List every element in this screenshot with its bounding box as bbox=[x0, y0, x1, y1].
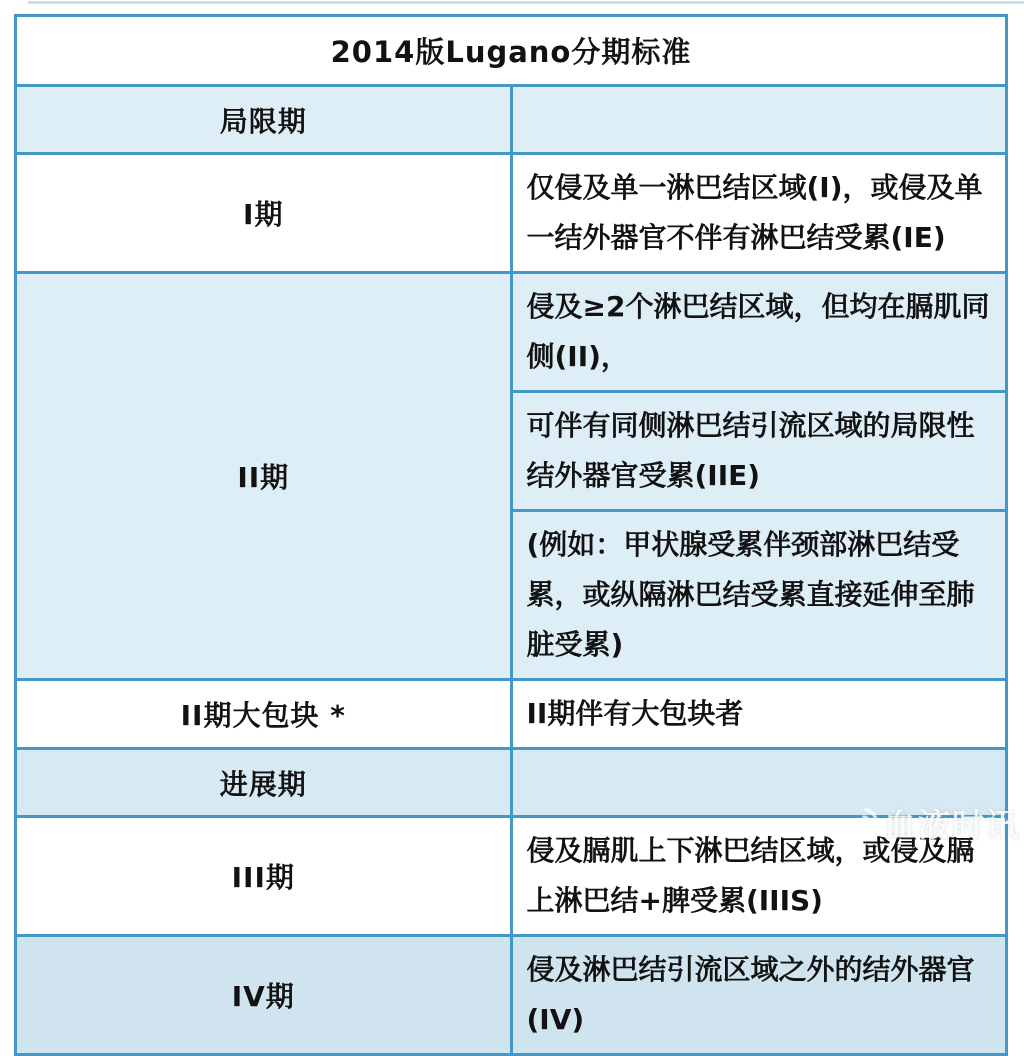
table-title-row bbox=[16, 16, 1007, 86]
stage-desc-2-part2: 可伴有同侧淋巴结引流区域的局限性结外器官受累(IIE) bbox=[511, 392, 1007, 511]
stage-label-2-bulky: II期大包块 * bbox=[16, 680, 512, 749]
table-title: 2014版Lugano分期标准 bbox=[16, 16, 1007, 86]
row-limited-stage bbox=[16, 86, 1007, 154]
row-stage-1 bbox=[16, 154, 1007, 273]
stage-label-2: II期 bbox=[16, 273, 512, 680]
stage-desc-2-example: (例如：甲状腺受累伴颈部淋巴结受累，或纵隔淋巴结受累直接延伸至肺脏受累) bbox=[511, 511, 1007, 680]
row-stage-2-part1 bbox=[16, 273, 1007, 392]
stage-label-advanced: 进展期 bbox=[16, 749, 512, 817]
cropped-previous-content-line bbox=[28, 1, 1024, 4]
row-stage-2-bulky bbox=[16, 680, 1007, 749]
watermark-text: 血液时讯 bbox=[883, 806, 1020, 844]
stage-desc-1: 仅侵及单一淋巴结区域(I)，或侵及单一结外器官不伴有淋巴结受累(IE) bbox=[511, 154, 1007, 273]
stage-desc-3: 侵及膈肌上下淋巴结区域，或侵及膈上淋巴结+脾受累(IIIS) bbox=[511, 817, 1007, 936]
stage-desc-2-bulky: II期伴有大包块者 bbox=[511, 680, 1007, 749]
stage-label-1: I期 bbox=[16, 154, 512, 273]
row-stage-4 bbox=[16, 936, 1007, 1055]
stage-label-3: III期 bbox=[16, 817, 512, 936]
row-stage-3 bbox=[16, 817, 1007, 936]
stage-desc-advanced bbox=[511, 749, 1007, 817]
stage-label-4: IV期 bbox=[16, 936, 512, 1055]
lugano-staging-table bbox=[14, 14, 1008, 1056]
stage-desc-2-part1: 侵及≥2个淋巴结区域，但均在膈肌同侧(II)， bbox=[511, 273, 1007, 392]
stage-desc-limited bbox=[511, 86, 1007, 154]
stage-desc-4: 侵及淋巴结引流区域之外的结外器官(IV) bbox=[511, 936, 1007, 1055]
stage-label-limited: 局限期 bbox=[16, 86, 512, 154]
row-advanced-stage bbox=[16, 749, 1007, 817]
